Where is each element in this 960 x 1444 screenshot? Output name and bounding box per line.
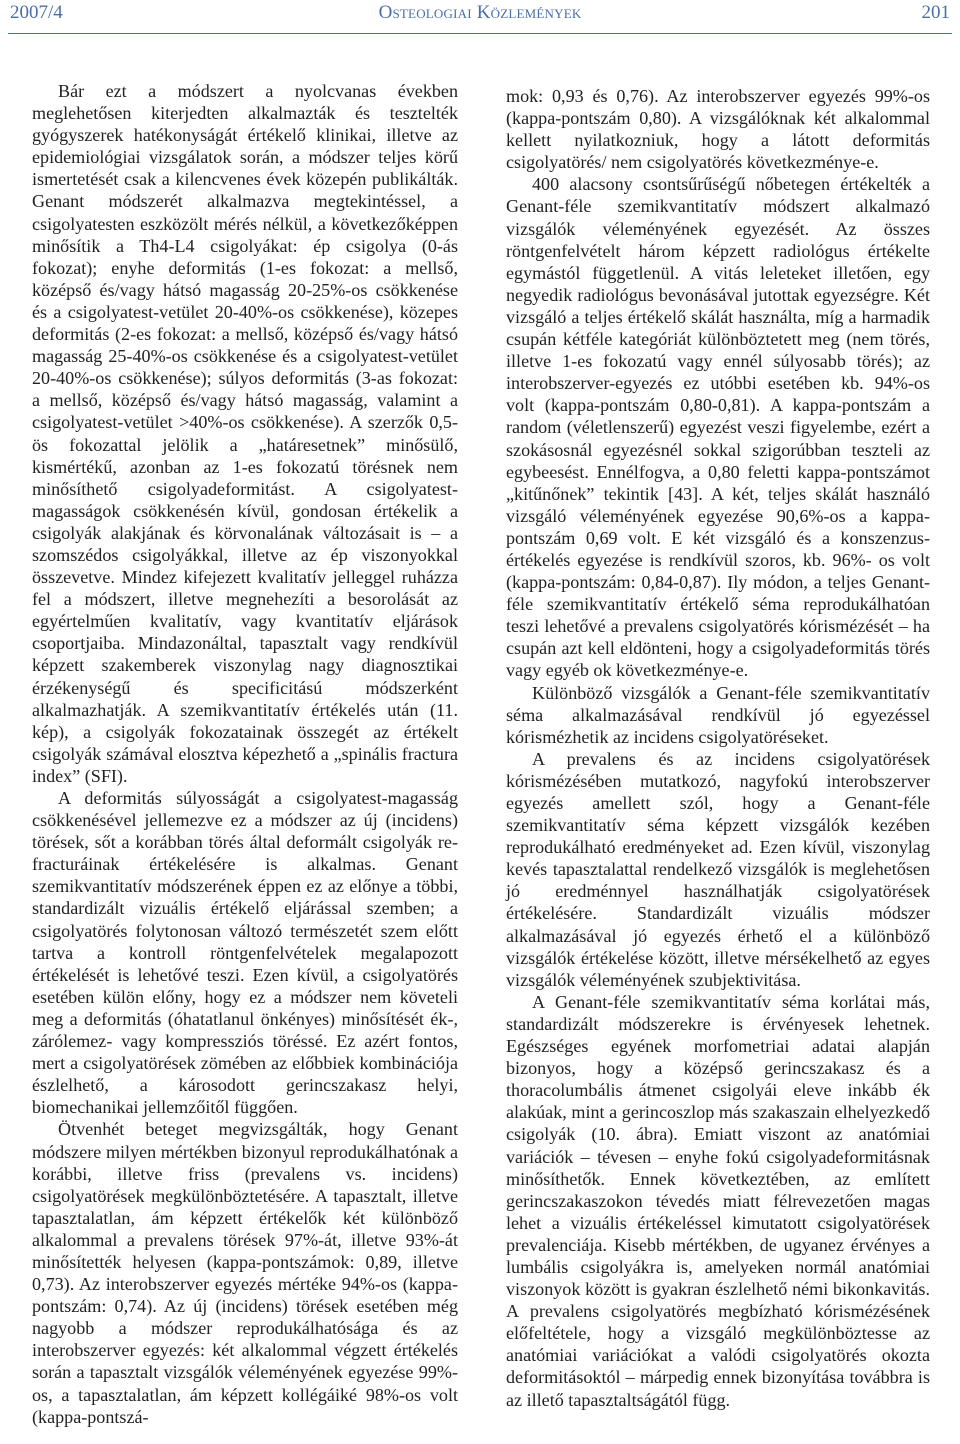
- journal-title: Osteologiai Közlemények: [378, 2, 582, 23]
- page-number: 201: [921, 2, 950, 23]
- paragraph: Bár ezt a módszert a nyolcvanas években meglehetősen kiterjedten alkalmazták és tesztelték gyógyszerek hatékonyságát értékelő klinikai, illetve az epidemiológiai vizsgálatok során, a módszer teljes körű ismertetését csak a kilencvenes évek közepén publikálták. Genant módszerét alkalmazva megtekintéssel, a csigolyatesten eszközölt mérés nélkül, a következőképpen minősítik a Th4-L4 csigolyákat: ép csigolya (0-ás fokozat); enyhe deformitás (1-es fokozat: a mellső, középső és/vagy hátsó magasság 20-25%-os csökkenése és a csigolyatest-vetület 20-40%-os csökkenése), közepes deformitás (2-es fokozat: a mellső, középső és/vagy hátsó magasság 25-40%-os csökkenése és a csigolyatest-vetület 20-40%-os csökkenése); súlyos deformitás (3-as fokozat: a mellső, középső és/vagy hátsó magasság, valamint a csigolyatest-vetület >40%-os csökkenése). A szerzők 0,5-ös fokozattal jelölik a „határesetnek” minősülő, kismértékű, azonban az 1-es fokozatú törésnek nem minősíthető csigolyadeformitást. A csigolyatest-magasságok csökkenésén kívül, gondosan értékelik a csigolyák alakjának és körvonalának változásait is – a szomszédos csigolyákkal, illetve az ép viszonyokkal összevetve. Mindez kifejezett kvalitatív jelleggel ruházza fel a módszert, illetve megnehezíti a besorolását az egyértelműen kvalitatív, vagy kvantitatív eljárások csoportjaiba. Mindazonáltal, tapasztalt vagy rendkívül képzett szakemberek viszonylag nagy diagnosztikai érzékenységű és specificitású módszerként alkalmazhatják. A szemikvantitatív értékelés után (11. kép), a csigolyák fokozatainak összegét az értékelt csigolyák számával elosztva képezhető a „spinális fractura index” (SFI).: [32, 81, 458, 786]
- paragraph: A Genant-féle szemikvantitatív séma korlátai más, standardizált módszerekre is érvényesek lehetnek. Egészséges egyének morfometriai adatai alapján bizonyos, hogy a középső gerincszakasz és a thoracolumbális átmenet csigolyái eleve inkább ék alakúak, mint a gerincoszlop más szakaszain elhelyezkedő csigolyák (10. ábra). Emiatt viszont az anatómiai variációk – tévesen – enyhe fokú csigolyadeformitásnak minősíthetők. Ennek következtében, az említett gerincszakaszokon tévedés miatt félrevezetően magas lehet a vizuális értékeléssel kimutatott csigolyatörések prevalenciája. Kisebb mértékben, de ugyanez érvényes a lumbális csigolyákra is, amelyeken normál anatómiai viszonyok között is gyakran észlelhető némi bikonkavitás. A prevalens csigolyatörés megbízható kórismézésének előfeltétele, hogy a vizsgáló megkülönböztesse az anatómiai variációkat a valódi csigolyatörés okozta deformitásoktól – márpedig ennek bizonyítása továbbra is az illető tapasztaltságától függ.: [506, 991, 930, 1410]
- paragraph: mok: 0,93 és 0,76). Az interobszerver egyezés 99%-os (kappa-pontszám 0,80). A vizsgálóknak két alkalommal kellett nyilatkozniuk, hogy a látott deformitás csigolyatörés/ nem csigolyatörés következménye-e.: [506, 86, 930, 173]
- paragraph: Különböző vizsgálók a Genant-féle szemikvantitatív séma alkalmazásával rendkívül jó egyezéssel kórismézhetik az incidens csigolyatöréseket.: [506, 682, 930, 747]
- running-header: [0, 0, 960, 40]
- header-rule: [8, 33, 952, 34]
- issue-number: 2007/4: [10, 2, 63, 23]
- paragraph: 400 alacsony csontsűrűségű nőbetegen értékelték a Genant-féle szemikvantitatív módszert alkalmazó vizsgálók véleményének egyezését. Az összes röntgenfelvételt három képzett radiológus értékelte egymástól függetlenül. A vitás leleteket illetően, egy negyedik radiológus bevonásával jutottak egyezségre. Két vizsgáló a teljes értékelő skálát használta, míg a harmadik csupán kétféle kategóriát különböztetett meg (nem törés, illetve 1-es fokozatú vagy ennél súlyosabb törés); az interobszerver-egyezés ez utóbbi esetében kb. 94%-os volt (kappa-pontszám 0,80-0,81). A kappa-pontszám a random (véletlenszerű) egyezést veszi figyelembe, ezért a szokásosnál egyezésnél sokkal szigorúbban teszteli az egybeesést. Ennélfogva, a 0,80 feletti kappa-pontszámot „kitűnőnek” tekintik [43]. A két, teljes skálát használó vizsgáló véleményének egyezése 90,6%-os a kappa-pontszám 0,69 volt. E két vizsgáló és a konszenzus- értékelés egyezése is rendkívül szoros, kb. 96%- os volt (kappa-pontszám: 0,84-0,87). Ily módon, a teljes Genant-féle szemikvantitatív értékelő séma reprodukálhatóan teszi lehetővé a prevalens csigolyatörés kórismézését – ha csupán azt kell eldönteni, hogy a csigolyadeformitás törés vagy egyéb ok következménye-e.: [506, 174, 930, 681]
- paragraph: Ötvenhét beteget megvizsgálták, hogy Genant módszere milyen mértékben bizonyul reprodukálhatónak a korábbi, illetve friss (prevalens vs. incidens) csigolyatörések megkülönböztetésére. A tapasztalt, illetve tapasztalatlan, ám képzett értékelők két különböző alkalommal a prevalens törések 97%-át, illetve 93%-át minősítették helyesen (kappa-pontszámok: 0,89, illetve 0,73). Az interobszerver egyezés mértéke 94%-os (kappa-pontszám: 0,74). Az új (incidens) törések esetében még nagyobb a módszer reprodukálhatósága és az interobszerver egyezés: két alkalommal végzett értékelés során a tapasztalt vizsgálók véleményének egyezése 99%-os, a tapasztalatlan, ám képzett kollégáiké 98%-os volt (kappa-pontszá-: [32, 1119, 458, 1427]
- paragraph: A deformitás súlyosságát a csigolyatest-magasság csökkenésével jellemezve ez a módszer az új (incidens) törések, sőt a korábban törés által deformált csigolyák re-fracturáinak értékelésére is alkalmas. Genant szemikvantitatív módszerének éppen ez az előnye a többi, standardizált vizuális értékelő eljárással szemben; a csigolyatörés folytonosan változó természetét szem előtt tartva a kontroll röntgenfelvételek megalapozott értékelését is lehetővé teszi. Ezen kívül, a csigolyatörés esetében külön előny, hogy ez a módszer nem követeli meg a deformitás (óhatatlanul önkényes) minősítését ék-, zárólemez- vagy kompressziós töréssé. Ez azért fontos, mert a csigolyatörések zömében az előbbiek kombinációja észlelhető, a károsodott gerincszakasz helyi, biomechanikai jellemzőitől függően.: [32, 788, 458, 1118]
- left-column: [32, 80, 458, 1428]
- right-column: [506, 85, 930, 1411]
- paragraph: A prevalens és az incidens csigolyatörések kórismézésében mutatkozó, nagyfokú interobszerver egyezés amellett szól, hogy a Genant-féle szemikvantitatív séma képzett vizsgálók kezében reprodukálható eredményeket ad. Ezen kívül, viszonylag kevés tapasztalattal rendelkező vizsgálók is meglehetősen jó eredménnyel használhatják csigolyatörések értékelésére. Standardizált vizuális módszer alkalmazásával jó egyezés érhető el a különböző vizsgálók értékelése között, illetve mérsékelhető az egyes vizsgálók véleményének szubjektivitása.: [506, 748, 930, 990]
